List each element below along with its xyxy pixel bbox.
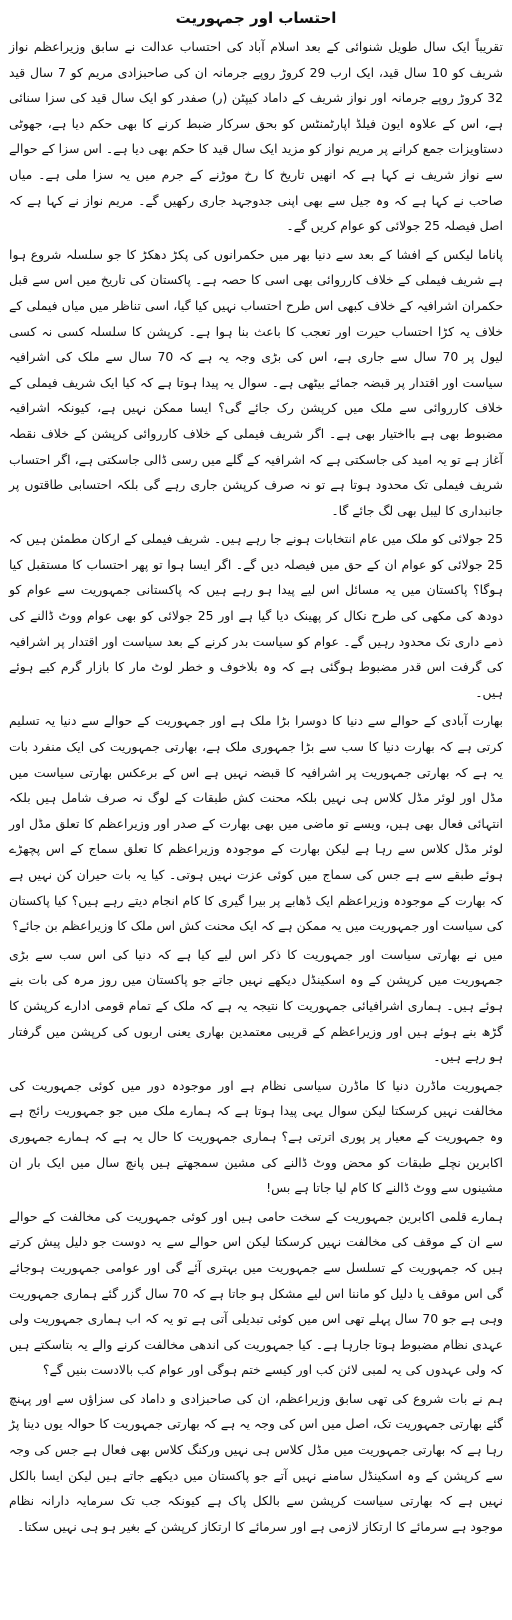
article-paragraph-5: میں نے بھارتی سیاست اور جمہوریت کا ذکر اس لیے کیا ہے کہ دنیا کی اس سب سے بڑی جمہوریت میں کرپشن کے وہ اسکینڈل دیکھے نہیں جاتے جو پاکستان میں روز مرہ کی بات بنے ہوئے ہیں۔ ہماری اشرافیائی جمہوریت کا نتیجہ یہ ہے کہ ملک کے تمام قومی ادارے کرپشن کا گڑھ بنے ہوئے ہیں اور وزیراعظم کے قریبی معتمدین بھاری یعنی اربوں کی کرپشن میں گرفتار ہو رہے ہیں۔ <box>9 946 503 1065</box>
article-paragraph-1: تقریباً ایک سال طویل شنوائی کے بعد اسلام آباد کی احتساب عدالت نے سابق وزیراعظم نواز شریف کو 10 سال قید، ایک ارب 29 کروڑ روپے جرمانہ ان کی صاحبزادی مریم کو 7 سال قید 32 کروڑ روپے جرمانہ اور نواز شریف کے داماد کیپٹن (ر) صفدر کو ایک سال قید کی سزا سنائی ہے، اس کے علاوہ ایون فیلڈ اپارٹمنٹس کو بحق سرکار ضبط کرنے کا بھی حکم دیا ہے، جھوٹی دستاویزات جمع کرانے پر مریم نواز کو مزید ایک سال قید کا حکم بھی دیا ہے۔ اس سزا کے حوالے سے نواز شریف نے کہا ہے کہ انھیں تاریخ کا رخ موڑنے کے جرم میں یہ سزا ملی ہے۔ میاں صاحب نے کہا ہے کہ وہ جیل سے بھی اپنی جدوجہد جاری رکھیں گے۔ مریم نواز نے کہا ہے کہ اصل فیصلہ 25 جولائی کو عوام کریں گے۔ <box>9 39 504 234</box>
article-paragraph-2: پاناما لیکس کے افشا کے بعد سے دنیا بھر میں حکمرانوں کی پکڑ دھکڑ کا جو سلسلہ شروع ہوا ہے شریف فیملی کے خلاف کارروائی بھی اسی کا حصہ ہے۔ پاکستان کی تاریخ میں اس سے قبل حکمران اشرافیہ کے خلاف کبھی اس طرح احتساب نہیں کیا گیا، اسی تناظر میں میاں فیملی کے خلاف یہ کڑا احتساب حیرت اور تعجب کا باعث بنا ہوا ہے۔ کرپشن کا سلسلہ کسی نہ کسی لیول پر 70 سال سے جاری ہے، اس کی بڑی وجہ یہ ہے کہ 70 سال سے ملک کی اشرافیہ سیاست اور اقتدار پر قبضہ جمائے بیٹھی ہے۔ سوال یہ پیدا ہوتا ہے کہ کیا ایک شریف فیملی کے خلاف کارروائی سے ملک میں کرپشن رک جائے گی؟ ایسا ممکن نہیں ہے، کیونکہ اشرافیہ مضبوط بھی ہے بااختیار بھی ہے۔ اگر شریف فیملی کے خلاف کارروائی کرپشن کے خلاف نقطہ آغاز ہے تو یہ امید کی جاسکتی ہے کہ اشرافیہ کے گلے میں رسی ڈالی جاسکتی ہے، اگر احتساب شریف فیملی تک محدود ہوتا ہے تو نہ صرف کرپشن جاری رہے گی بلکہ احتسابی طاقتوں پر جانبداری کا لیبل بھی لگ جائے گا۔ <box>9 246 503 518</box>
article-paragraph-7: ہمارے قلمی اکابرین جمہوریت کے سخت حامی ہیں اور کوئی جمہوریت کی مخالفت کے حوالے سے ان کے موقف کی مخالفت نہیں کرسکتا لیکن اس حوالے سے یہ دوست جو دلیل پیش کرتے ہیں کہ جمہوریت کے تسلسل سے جمہوریت میں بہتری آئے گی اور عوامی جمہوریت ہوجائے گی اس موقف یا دلیل کو ماننا اس لیے مشکل ہو جاتا ہے کہ 70 سال گزر گئے ہماری جمہوریت وہی ہے جو 70 سال پہلے تھی اس میں کوئی تبدیلی آتی ہے تو یہ کہ اب ہماری جمہوریت ولی عہدی نظام مضبوط ہوتا جارہا ہے۔ کیا جمہوریت کی اندھی مخالفت کرنے والے یہ بتاسکتے ہیں کہ ولی عہدوں کی یہ لمبی لائن کب اور کیسے ختم ہوگی اور عوام کب بالادست بنیں گے؟ <box>9 1208 504 1378</box>
article-paragraph-3: 25 جولائی کو ملک میں عام انتخابات ہونے جا رہے ہیں۔ شریف فیملی کے ارکان مطمئن ہیں کہ 25 جولائی کو عوام ان کے حق میں فیصلہ دیں گے۔ اگر ایسا ہوا تو پھر احتساب کا مستقبل کیا ہوگا؟ پاکستان میں یہ مسائل اس لیے پیدا ہو رہے ہیں کہ پاکستانی جمہوریت سے عوام کو دودھ کی مکھی کی طرح نکال کر پھینک دیا گیا ہے اور 25 جولائی کو بھی عوام ووٹ ڈالنے کی ذمے داری تک محدود رہیں گے۔ عوام کو سیاست بدر کرنے کے بعد سیاست اور اقتدار پر اشرافیہ کی گرفت اس قدر مضبوط ہوگئی ہے کہ وہ بلاخوف و خطر لوٹ مار کا بازار گرم کیے ہوئے ہیں۔ <box>9 531 503 700</box>
article-paragraph-6: جمہوریت ماڈرن دنیا کا ماڈرن سیاسی نظام ہے اور موجودہ دور میں کوئی جمہوریت کی مخالفت نہیں کرسکتا لیکن سوال یہی پیدا ہوتا ہے کہ ہمارے ملک میں جو جمہوریت رائج ہے وہ جمہوریت کے معیار پر پوری اترتی ہے؟ ہماری جمہوریت کا حال یہ ہے کہ ہمارے جمہوری اکابرین نچلے طبقات کو محض ووٹ ڈالنے کی مشین سمجھتے ہیں پانچ سال میں ایک بار ان مشینوں سے ووٹ ڈالنے کا کام لیا جاتا ہے بس! <box>9 1077 503 1196</box>
article-paragraph-8: ہم نے بات شروع کی تھی سابق وزیراعظم، ان کی صاحبزادی و داماد کی سزاؤں سے اور پہنچ گئے بھارتی جمہوریت تک، اصل میں اس کی وجہ یہ ہے کہ بھارتی جمہوریت کا حوالہ یوں دینا پڑ رہا ہے کہ بھارتی جمہوریت میں مڈل کلاس ہی نہیں ورکنگ کلاس بھی فعال ہے جس کی وجہ سے کرپشن کے وہ اسکینڈل سامنے نہیں آتے جو پاکستان میں دیکھے جاتے ہیں لیکن ایسا بالکل نہیں ہے کہ بھارتی سیاست کرپشن سے بالکل پاک ہے کیونکہ جب تک سرمایہ دارانہ نظام موجود ہے سرمائے کا ارتکاز لازمی ہے اور سرمائے کا ارتکاز کرپشن کے بغیر ہو ہی نہیں سکتا۔ <box>9 1390 503 1534</box>
article-title: احتساب اور جمہوریت <box>175 9 337 27</box>
article-paragraph-4: بھارت آبادی کے حوالے سے دنیا کا دوسرا بڑا ملک ہے اور جمہوریت کے حوالے سے دنیا یہ تسلیم کرتی ہے کہ بھارت دنیا کا سب سے بڑا جمہوری ملک ہے، بھارتی جمہوریت کی ایک منفرد بات یہ ہے کہ بھارتی جمہوریت پر اشرافیہ کا قبضہ نہیں ہے اس کے برعکس بھارتی سیاست میں مڈل اور لوئر مڈل کلاس ہی نہیں بلکہ محنت کش طبقات کے لوگ نہ صرف شامل ہیں بلکہ انتہائی فعال بھی ہیں، ویسے تو ماضی میں بھی بھارت کے صدر اور وزیراعظم کا تعلق مڈل اور لوئر مڈل کلاس سے رہا ہے لیکن بھارت کے موجودہ وزیراعظم کا تعلق سماج کے اس پچھڑے ہوئے طبقے سے ہے جس کی سماج میں کوئی عزت نہیں ہوتی۔ کیا یہ بات حیران کن نہیں ہے کہ بھارت کے موجودہ وزیراعظم ایک ڈھابے پر بیرا گیری کا کام انجام دیتے رہے ہیں؟ کیا پاکستان کی سیاست اور جمہوریت میں یہ ممکن ہے کہ ایک محنت کش اس ملک کا وزیراعظم بن جائے؟ <box>9 713 503 934</box>
